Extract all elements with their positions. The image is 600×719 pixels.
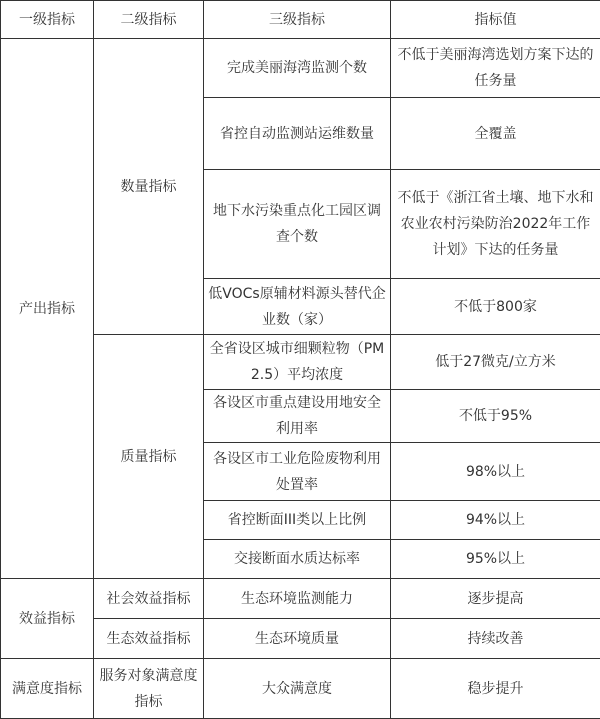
- indicator-cell: 生态环境监测能力: [204, 579, 391, 619]
- indicator-cell: 地下水污染重点化工园区调查个数: [204, 170, 391, 279]
- indicator-cell: 省控断面III类以上比例: [204, 501, 391, 540]
- indicator-cell: 完成美丽海湾监测个数: [204, 39, 391, 98]
- table-row: [1, 659, 600, 719]
- indicator-cell: 交接断面水质达标率: [204, 540, 391, 579]
- header-value: 指标值: [391, 1, 600, 39]
- header-level1: 一级指标: [1, 1, 94, 39]
- indicator-cell: 大众满意度: [204, 659, 391, 719]
- value-cell: 不低于800家: [391, 279, 600, 335]
- value-cell: 不低于《浙江省土壤、地下水和农业农村污染防治2022年工作计划》下达的任务量: [391, 170, 600, 279]
- indicator-cell: 省控自动监测站运维数量: [204, 98, 391, 170]
- value-cell: 不低于美丽海湾选划方案下达的任务量: [391, 39, 600, 98]
- level2-quality: 质量指标: [94, 335, 204, 579]
- level1-benefit: 效益指标: [1, 579, 94, 659]
- indicator-cell: 全省设区城市细颗粒物（PM2.5）平均浓度: [204, 335, 391, 390]
- table-row: [1, 39, 600, 98]
- level2-social: 社会效益指标: [94, 579, 204, 619]
- level1-output: 产出指标: [1, 39, 94, 579]
- value-cell: 94%以上: [391, 501, 600, 540]
- value-cell: 全覆盖: [391, 98, 600, 170]
- header-level3: 三级指标: [204, 1, 391, 39]
- value-cell: 低于27微克/立方米: [391, 335, 600, 390]
- value-cell: 95%以上: [391, 540, 600, 579]
- header-row: [1, 1, 600, 39]
- level2-eco: 生态效益指标: [94, 619, 204, 659]
- table-row: [1, 579, 600, 619]
- indicator-cell: 各设区市工业危险废物利用处置率: [204, 443, 391, 501]
- header-level2: 二级指标: [94, 1, 204, 39]
- level1-satisfaction: 满意度指标: [1, 659, 94, 719]
- level2-service: 服务对象满意度指标: [94, 659, 204, 719]
- indicator-cell: 低VOCs原辅材料源头替代企业数（家）: [204, 279, 391, 335]
- value-cell: 98%以上: [391, 443, 600, 501]
- value-cell: 持续改善: [391, 619, 600, 659]
- level2-quantity: 数量指标: [94, 39, 204, 335]
- value-cell: 稳步提升: [391, 659, 600, 719]
- indicator-cell: 各设区市重点建设用地安全利用率: [204, 390, 391, 443]
- value-cell: 逐步提高: [391, 579, 600, 619]
- value-cell: 不低于95%: [391, 390, 600, 443]
- indicator-cell: 生态环境质量: [204, 619, 391, 659]
